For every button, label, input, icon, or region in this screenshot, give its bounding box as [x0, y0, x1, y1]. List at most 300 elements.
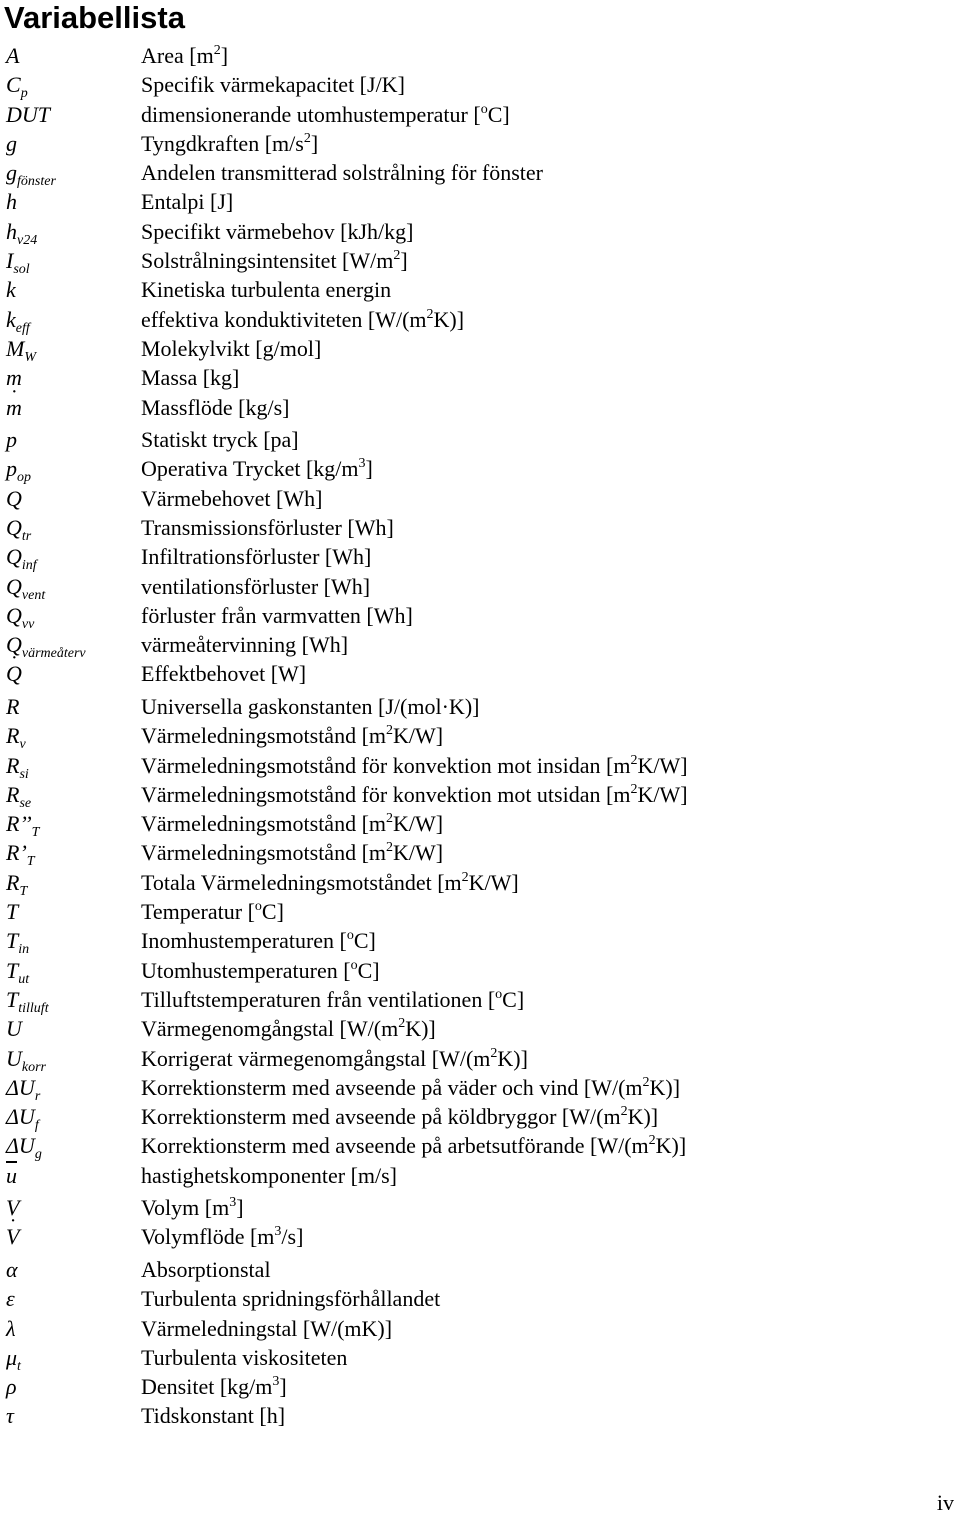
symbol-letter: $\overline{u}$ [6, 1162, 17, 1188]
variable-description [141, 898, 284, 926]
symbol-letter: h [6, 218, 17, 244]
variable-symbol [0, 71, 141, 102]
variable-row [0, 247, 960, 276]
symbol-subscript: T [19, 883, 28, 899]
symbol-subscript: W [24, 349, 36, 365]
symbol-letter: T [6, 986, 19, 1012]
description-text-end: K)] [627, 1104, 659, 1130]
variable-symbol [0, 1194, 141, 1222]
variable-symbol [0, 1015, 141, 1043]
description-text: Tilluftstemperaturen från ventilationen [ [141, 986, 496, 1012]
description-text: Specifikt värmebehov [kJh/kg] [141, 218, 414, 244]
symbol-letter: ΔU [6, 1074, 35, 1100]
variable-row [0, 1315, 960, 1344]
description-text: Värmeledningsmotstånd för konvektion mot insidan [m [141, 752, 631, 778]
description-superscript: 3 [358, 456, 366, 472]
variable-row [0, 1344, 960, 1373]
variable-description [141, 1315, 392, 1343]
description-text-end: K/W] [637, 752, 688, 778]
symbol-letter: τ [6, 1403, 14, 1429]
variable-symbol [0, 159, 141, 190]
description-text: Värmeledningsmotstånd [m [141, 723, 387, 749]
variable-row [0, 101, 960, 130]
variable-symbol [0, 1132, 141, 1163]
variable-symbol [0, 986, 141, 1014]
variable-description [141, 1223, 303, 1251]
symbol-letter: ˙ V [6, 1223, 19, 1251]
variable-symbol [0, 42, 141, 70]
symbol-subscript: T [26, 854, 35, 870]
symbol-letter: α [6, 1256, 18, 1282]
description-superscript: 2 [303, 130, 311, 146]
description-text: värmeåtervinning [Wh] [141, 632, 349, 658]
variable-row [0, 1285, 960, 1314]
symbol-subscript: tr [21, 528, 32, 544]
variable-description [141, 485, 322, 513]
variable-row [0, 602, 960, 631]
variable-row [0, 957, 960, 986]
symbol-letter: h [6, 189, 17, 215]
page-number: iv [936, 1490, 954, 1515]
variable-description [141, 514, 394, 542]
variable-description [141, 957, 380, 985]
description-superscript: 2 [648, 1133, 656, 1149]
variable-row [0, 810, 960, 839]
variable-description [141, 42, 228, 70]
variable-row [0, 514, 960, 543]
variable-row [0, 426, 960, 455]
variable-description [141, 660, 306, 688]
variable-description [141, 1132, 686, 1160]
symbol-letter: ΔU [6, 1133, 35, 1159]
description-text: Inomhustemperaturen [ [141, 928, 347, 954]
variable-symbol [0, 660, 141, 688]
symbol-subscript: värmeåterv [21, 646, 86, 662]
variable-row [0, 1194, 960, 1223]
description-text: Massa [kg] [141, 365, 240, 391]
variable-row [0, 306, 960, 335]
variable-description [141, 810, 443, 838]
variable-row [0, 364, 960, 393]
description-text-end: K)] [649, 1074, 681, 1100]
variable-description [141, 276, 391, 304]
symbol-subscript: sol [13, 262, 30, 278]
variable-symbol [0, 247, 141, 278]
variable-row [0, 986, 960, 1015]
symbol-subscript: si [19, 766, 29, 782]
symbol-subscript: op [17, 470, 31, 486]
symbol-letter: Q [6, 573, 22, 599]
variable-row [0, 752, 960, 781]
description-text-end: ] [236, 1195, 244, 1221]
description-text-end: C] [357, 957, 380, 983]
symbol-letter: k [6, 306, 16, 332]
variable-row [0, 693, 960, 722]
variable-row [0, 631, 960, 660]
variable-symbol [0, 722, 141, 753]
variable-symbol [0, 306, 141, 334]
symbol-letter: ˙ Q [6, 660, 22, 688]
description-superscript: 2 [461, 869, 469, 885]
variable-description [141, 218, 414, 246]
variable-description [141, 1285, 440, 1313]
variable-row [0, 1045, 960, 1074]
variable-symbol [0, 1045, 141, 1073]
description-text: Universella gaskonstanten [J/(mol·K)] [141, 693, 480, 719]
description-text-end: K/W] [393, 840, 444, 866]
variable-row [0, 1103, 960, 1132]
description-superscript: 3 [272, 1374, 280, 1390]
variable-description [141, 101, 510, 129]
description-text: Transmissionsförluster [Wh] [141, 514, 394, 540]
description-text: Korrigerat värmegenomgångstal [W/(m [141, 1045, 491, 1071]
description-superscript: o [350, 957, 358, 973]
description-superscript: 2 [386, 811, 394, 827]
symbol-letter: λ [6, 1315, 16, 1341]
symbol-letter: Q [6, 485, 22, 511]
variable-description [141, 869, 519, 897]
variable-row [0, 781, 960, 810]
variable-row [0, 276, 960, 305]
variable-row [0, 71, 960, 100]
variable-row [0, 1373, 960, 1402]
variable-symbol [0, 335, 141, 363]
variable-symbol [0, 1285, 141, 1313]
description-superscript: 2 [630, 752, 638, 768]
variable-symbol [0, 455, 141, 486]
description-superscript: 2 [630, 781, 638, 797]
description-text: Värmebehovet [Wh] [141, 485, 323, 511]
symbol-subscript: vent [21, 587, 46, 603]
variable-description [141, 130, 318, 158]
variable-row [0, 335, 960, 364]
description-text: Värmegenomgångstal [W/(m [141, 1016, 399, 1042]
description-superscript: 2 [642, 1074, 650, 1090]
symbol-letter: R [6, 693, 20, 719]
variable-symbol [0, 602, 141, 630]
description-text: Operativa Trycket [kg/m [141, 456, 359, 482]
variable-symbol [0, 1074, 141, 1102]
variable-symbol [0, 1223, 141, 1251]
variable-row [0, 1015, 960, 1044]
variable-symbol [0, 927, 141, 958]
variable-row [0, 927, 960, 956]
variable-row [0, 455, 960, 484]
description-text: Turbulenta spridningsförhållandet [141, 1286, 441, 1312]
variable-row [0, 485, 960, 514]
variable-row [0, 722, 960, 751]
variable-symbol [0, 781, 141, 809]
variable-row [0, 1132, 960, 1161]
variable-description [141, 693, 479, 721]
symbol-letter: ρ [6, 1374, 17, 1400]
variable-row [0, 660, 960, 693]
description-superscript: 3 [274, 1224, 282, 1240]
description-superscript: 2 [386, 840, 394, 856]
symbol-letter: T [6, 899, 19, 925]
variable-symbol [0, 573, 141, 601]
symbol-subscript: t [17, 1358, 21, 1374]
symbol-letter: m [6, 365, 22, 391]
symbol-letter: p [6, 427, 17, 453]
variable-description [141, 1373, 287, 1401]
description-text-end: K)] [655, 1133, 687, 1159]
symbol-letter: Q [6, 544, 22, 570]
description-text-end: C] [487, 101, 510, 127]
description-text: Andelen transmitterad solstrålning för fönster [141, 160, 544, 186]
description-text-end: ] [365, 456, 373, 482]
description-text: Molekylvikt [g/mol] [141, 335, 322, 361]
description-text-end: ] [400, 248, 408, 274]
variable-row [0, 543, 960, 572]
variable-symbol [0, 1162, 141, 1190]
description-text-end: ] [220, 43, 229, 68]
variable-description [141, 986, 524, 1014]
symbol-letter: A [6, 43, 20, 68]
symbol-letter: Q [6, 632, 22, 658]
page-title: Variabellista [4, 0, 185, 35]
description-superscript: 2 [426, 306, 434, 322]
symbol-subscript: r [34, 1088, 41, 1104]
variable-description [141, 631, 348, 659]
symbol-letter: R’ [6, 840, 27, 866]
variable-description [141, 1074, 680, 1102]
description-superscript: 3 [229, 1195, 237, 1211]
description-text: Area [m [141, 43, 214, 68]
variable-description [141, 602, 413, 630]
description-superscript: 2 [490, 1045, 498, 1061]
description-text: Infiltrationsförluster [Wh] [141, 544, 372, 570]
variable-row [0, 159, 960, 188]
description-text-end: K/W] [468, 869, 519, 895]
description-text-end: ] [310, 130, 319, 156]
variable-symbol [0, 1103, 141, 1134]
variable-row [0, 1074, 960, 1103]
symbol-letter: C [6, 72, 21, 98]
variable-description [141, 573, 370, 601]
variable-symbol [0, 1344, 141, 1372]
symbol-letter: R [6, 869, 20, 895]
variable-symbol [0, 543, 141, 574]
description-text: Värmeledningsmotstånd [m [141, 840, 387, 866]
symbol-letter: DUT [6, 101, 51, 127]
variable-symbol [0, 130, 141, 158]
description-text: Värmeledningsmotstånd för konvektion mot utsidan [m [141, 781, 631, 807]
description-text: Korrektionsterm med avseende på köldbryggor [W/(m [141, 1104, 621, 1130]
variable-symbol [0, 101, 141, 129]
description-text-end: K/W] [637, 781, 688, 807]
variable-symbol [0, 514, 141, 542]
symbol-letter: R [6, 752, 20, 778]
description-text: Korrektionsterm med avseende på arbetsutförande [W/(m [141, 1133, 649, 1159]
variable-description [141, 71, 405, 99]
variable-description [141, 1045, 528, 1073]
description-text-end: K/W] [393, 811, 444, 837]
variable-description [141, 159, 543, 187]
description-text: ventilationsförluster [Wh] [141, 573, 371, 599]
symbol-subscript: T [31, 825, 40, 841]
variable-description [141, 1344, 347, 1372]
description-text: Volym [m [141, 1195, 230, 1221]
variable-description [141, 455, 373, 483]
description-text-end: K)] [433, 306, 465, 332]
variable-row [0, 394, 960, 427]
variable-symbol [0, 218, 141, 246]
symbol-subscript: p [20, 86, 28, 102]
variable-row [0, 573, 960, 602]
variable-symbol [0, 693, 141, 721]
description-text-end: /s] [281, 1224, 304, 1250]
description-superscript: 2 [393, 248, 401, 264]
description-text: Värmeledningstal [W/(mK)] [141, 1315, 393, 1341]
symbol-subscript: in [18, 942, 30, 958]
description-text-end: K/W] [393, 723, 444, 749]
variable-row [0, 218, 960, 247]
symbol-letter: ˙ m [6, 394, 22, 422]
symbol-subscript: ut [18, 971, 30, 987]
variable-symbol [0, 957, 141, 985]
variable-row [0, 1162, 960, 1195]
variable-symbol [0, 898, 141, 926]
variable-symbol [0, 810, 141, 841]
variable-row [0, 869, 960, 898]
symbol-letter: R’’ [6, 811, 32, 837]
variable-description [141, 1402, 285, 1430]
variable-row [0, 898, 960, 927]
variable-symbol [0, 752, 141, 780]
symbol-subscript: g [34, 1147, 42, 1163]
description-superscript: o [254, 899, 262, 915]
description-text: Turbulenta viskositeten [141, 1344, 348, 1370]
variable-row [0, 188, 960, 217]
symbol-subscript: se [19, 795, 32, 811]
description-superscript: o [480, 101, 488, 117]
symbol-subscript: fönster [17, 174, 56, 190]
variable-description [141, 1194, 244, 1222]
symbol-subscript: vv [21, 616, 35, 632]
description-text: förluster från varmvatten [Wh] [141, 602, 413, 628]
symbol-letter: g [6, 130, 17, 156]
variable-symbol [0, 364, 141, 392]
variable-symbol [0, 1256, 141, 1284]
description-superscript: o [495, 986, 503, 1002]
variable-row [0, 42, 960, 71]
variable-symbol [0, 1402, 141, 1430]
symbol-letter: T [6, 928, 19, 954]
symbol-letter: V [6, 1195, 20, 1221]
description-superscript: 2 [213, 43, 221, 58]
variable-symbol [0, 394, 141, 422]
description-text: Absorptionstal [141, 1256, 271, 1282]
variable-row [0, 1223, 960, 1256]
variable-description [141, 927, 376, 955]
variable-description [141, 335, 321, 363]
variable-description [141, 781, 688, 809]
symbol-letter: ε [6, 1286, 15, 1312]
symbol-subscript: inf [21, 558, 37, 574]
description-text: Korrektionsterm med avseende på väder och vind [W/(m [141, 1074, 643, 1100]
description-superscript: 2 [398, 1016, 406, 1032]
symbol-letter: Q [6, 602, 22, 628]
description-text: Densitet [kg/m [141, 1374, 273, 1400]
symbol-subscript: korr [21, 1059, 47, 1075]
description-text: Tidskonstant [h] [141, 1403, 286, 1429]
description-superscript: 2 [620, 1104, 628, 1120]
variable-description [141, 306, 464, 334]
description-text: Effektbehovet [W] [141, 661, 307, 687]
description-text: Solstrålningsintensitet [W/m [141, 248, 394, 274]
symbol-letter: R [6, 723, 20, 749]
description-text: Totala Värmeledningsmotståndet [m [141, 869, 462, 895]
variable-description [141, 839, 443, 867]
symbol-letter: U [6, 1016, 22, 1042]
description-text-end: C] [353, 928, 376, 954]
symbol-subscript: f [34, 1118, 39, 1134]
description-text: Specifik värmekapacitet [J/K] [141, 72, 405, 98]
symbol-subscript: v [19, 737, 26, 753]
variable-row [0, 1402, 960, 1431]
description-text-end: C] [502, 986, 525, 1012]
variable-description [141, 1256, 271, 1284]
variable-description [141, 752, 688, 780]
description-text: dimensionerande utomhustemperatur [ [141, 101, 481, 127]
description-text: effektiva konduktiviteten [W/(m [141, 306, 427, 332]
description-text-end: K)] [405, 1016, 436, 1042]
variable-description [141, 188, 233, 216]
variable-description [141, 364, 239, 392]
variable-description [141, 247, 408, 275]
symbol-letter: ΔU [6, 1104, 35, 1130]
variable-symbol [0, 631, 141, 662]
symbol-letter: g [6, 160, 17, 186]
variable-symbol [0, 1315, 141, 1343]
description-text: Kinetiska turbulenta energin [141, 277, 392, 303]
symbol-letter: Q [6, 514, 22, 540]
symbol-letter: T [6, 957, 19, 983]
description-text: Utomhustemperaturen [ [141, 957, 351, 983]
symbol-subscript: v24 [17, 232, 38, 248]
description-superscript: 2 [386, 723, 394, 739]
variable-description [141, 1162, 397, 1190]
description-text: Massflöde [kg/s] [141, 394, 290, 420]
variable-symbol [0, 276, 141, 304]
variable-description [141, 394, 289, 422]
description-text-end: ] [279, 1374, 287, 1400]
variable-symbol [0, 1373, 141, 1401]
variable-symbol [0, 839, 141, 870]
variable-row [0, 1256, 960, 1285]
variable-description [141, 722, 443, 750]
variable-symbol [0, 869, 141, 897]
variable-description [141, 1015, 436, 1043]
description-text: Entalpi [J] [141, 189, 234, 215]
symbol-letter: p [6, 456, 17, 482]
symbol-subscript: eff [15, 320, 30, 336]
description-text: Tyngdkraften [m/s [141, 130, 304, 156]
symbol-letter: I [6, 248, 14, 274]
description-text: hastighetskomponenter [m/s] [141, 1162, 398, 1188]
symbol-letter: k [6, 277, 16, 303]
description-text: Temperatur [ [141, 899, 255, 925]
variable-symbol [0, 426, 141, 454]
symbol-letter: M [6, 335, 25, 361]
description-superscript: o [346, 928, 354, 944]
variable-description [141, 1103, 658, 1131]
variable-row [0, 130, 960, 159]
symbol-letter: μ [6, 1344, 18, 1370]
description-text: Statiskt tryck [pa] [141, 427, 299, 453]
symbol-letter: U [6, 1045, 22, 1071]
